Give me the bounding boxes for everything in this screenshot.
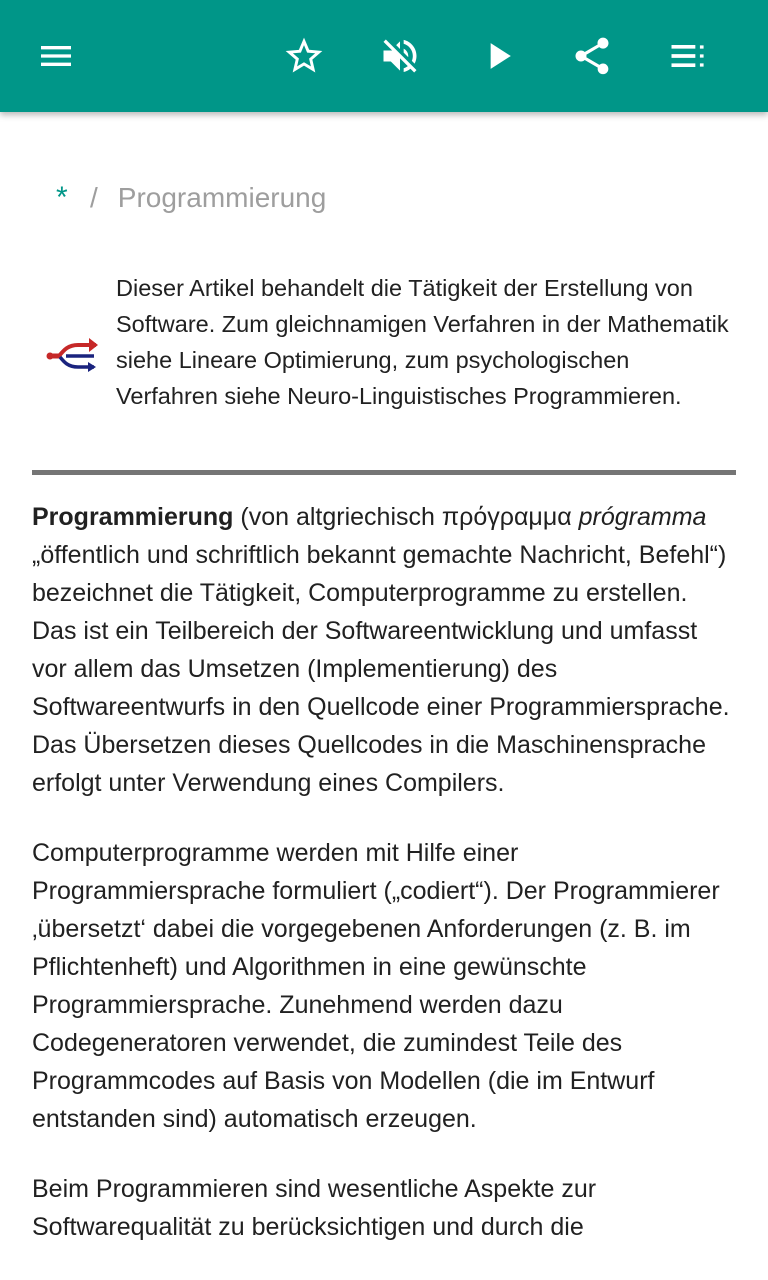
breadcrumb	[56, 178, 326, 218]
article-paragraph-2: Computerprogramme werden mit Hilfe einer Programmiersprache formuliert („codiert“). Der Programmierer ‚übersetzt‘ dabei die vorgegebenen Anforderungen (z. B. im Pflichtenheft) und Algorithmen in eine gewünschte Programmiersprache. Zunehmend werden dazu Codegeneratoren verwendet, die zumindest Teile des Programmcodes auf Basis von Modellen (die im Entwurf entstanden sind) automatisch erzeugen.	[32, 839, 720, 1133]
play-button[interactable]	[470, 28, 526, 84]
article-body	[32, 498, 736, 1278]
star-outline-icon	[282, 34, 326, 78]
transliteration: prógramma	[578, 503, 707, 531]
play-icon	[476, 34, 520, 78]
bookmark-button[interactable]	[276, 28, 332, 84]
contents-button[interactable]	[660, 28, 716, 84]
breadcrumb-current: Programmierung	[117, 182, 327, 213]
article-paragraph-3: Beim Programmieren sind wesentliche Aspekte zur Softwarequalität zu berücksichtigen und durch die	[32, 1175, 597, 1241]
hatnote	[32, 270, 736, 414]
article-term: Programmierung	[32, 503, 234, 531]
breadcrumb-home-link[interactable]: *	[56, 181, 68, 214]
volume-off-icon	[378, 34, 422, 78]
app-toolbar	[0, 0, 768, 112]
menu-button[interactable]	[28, 28, 84, 84]
mute-button[interactable]	[372, 28, 428, 84]
playlist-icon	[666, 34, 710, 78]
paragraph-1-text: „öffentlich und schriftlich bekannt gemachte Nachricht, Befehl“) bezeichnet die Tätigkeit, Computerprogramme zu erstellen. Das ist ein Teilbereich der Softwareentwicklung und umfasst vor allem das Umsetzen (Implementierung) des Softwareentwurfs in den Quellcode einer Programmiersprache. Das Übersetzen dieses Quellcodes in die Maschinensprache erfolgt unter Verwendung eines Compilers.	[32, 541, 730, 797]
disambiguation-icon	[46, 334, 100, 378]
etymology-text: (von altgriechisch πρόγραμμα	[233, 503, 579, 531]
article-view[interactable]	[0, 112, 768, 1280]
breadcrumb-separator: /	[90, 182, 98, 213]
share-button[interactable]	[564, 28, 620, 84]
section-divider	[32, 470, 736, 475]
menu-icon	[36, 36, 76, 76]
share-icon	[570, 34, 614, 78]
article-paragraph-1	[32, 498, 736, 802]
hatnote-text: Dieser Artikel behandelt die Tätigkeit der Erstellung von Software. Zum gleichnamigen Verfahren in der Mathematik siehe Lineare Optimierung, zum psychologischen Verfahren siehe Neuro-Linguistisches Programmieren.	[116, 275, 729, 409]
